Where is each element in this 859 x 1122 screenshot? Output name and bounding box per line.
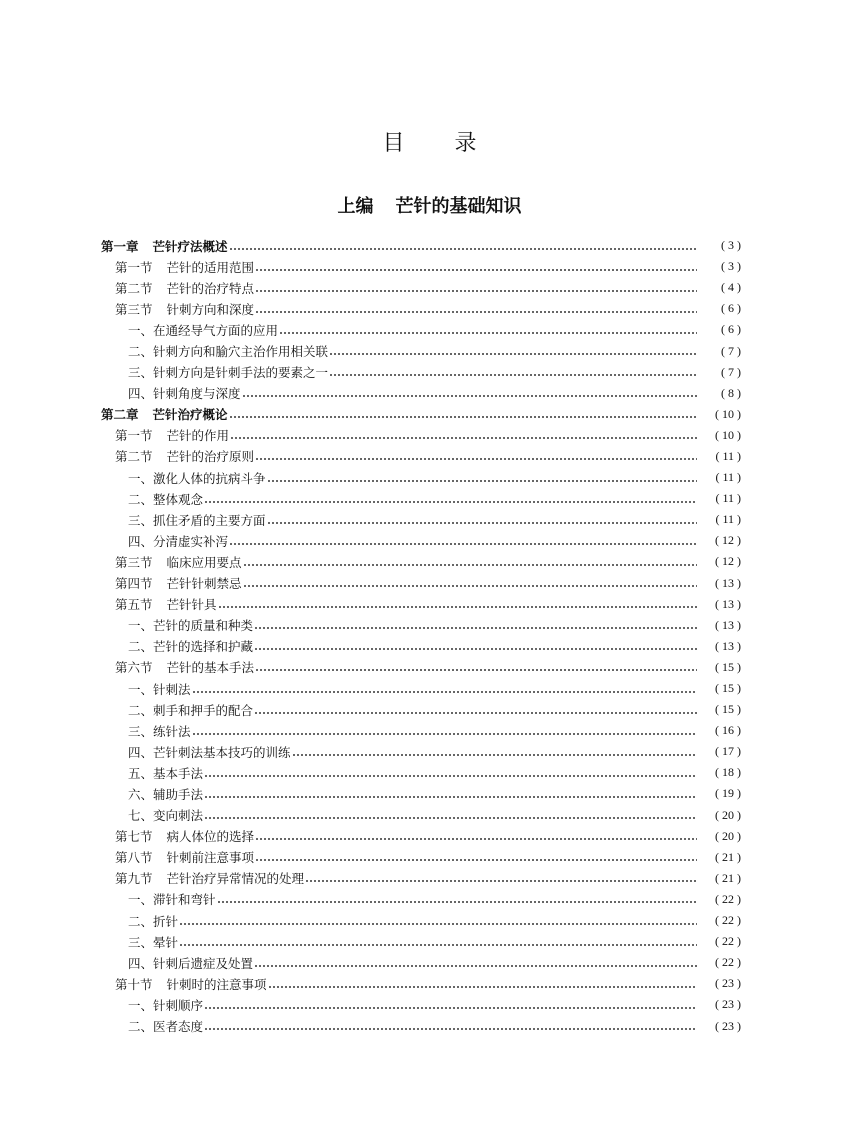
entry-title: 芒针的治疗特点 bbox=[166, 280, 255, 296]
part-number: 上编 bbox=[337, 196, 374, 217]
toc-subsection-entry[interactable] bbox=[101, 467, 741, 488]
entry-number: 三、 bbox=[128, 934, 154, 950]
dot-leader bbox=[254, 640, 697, 652]
entry-label bbox=[128, 532, 228, 550]
entry-label bbox=[128, 933, 178, 951]
toc-subsection-entry[interactable] bbox=[101, 762, 741, 783]
dot-leader bbox=[305, 872, 697, 884]
part-name: 芒针的基础知识 bbox=[395, 196, 522, 217]
page-number: ( 15 ) bbox=[715, 659, 741, 674]
toc-subsection-entry[interactable] bbox=[101, 699, 741, 720]
page-number: ( 16 ) bbox=[715, 723, 741, 738]
entry-number: 二、 bbox=[128, 702, 154, 718]
toc-subsection-entry[interactable] bbox=[101, 530, 741, 551]
page-number: ( 18 ) bbox=[715, 765, 741, 780]
entry-label bbox=[115, 553, 242, 571]
entry-title: 针刺方向是针刺手法的要素之一 bbox=[153, 365, 329, 381]
toc-subsection-entry[interactable] bbox=[101, 615, 741, 636]
toc-chapter-entry[interactable] bbox=[101, 404, 741, 425]
entry-label bbox=[128, 342, 328, 360]
entry-number: 第六节 bbox=[115, 660, 153, 676]
entry-number: 一、 bbox=[128, 681, 154, 697]
page-title: 目录 bbox=[382, 131, 527, 156]
toc-subsection-entry[interactable] bbox=[101, 783, 741, 804]
toc-section-entry[interactable] bbox=[101, 298, 741, 319]
toc-section-entry[interactable] bbox=[101, 868, 741, 889]
entry-number: 第十节 bbox=[115, 976, 153, 992]
page-number: ( 15 ) bbox=[715, 681, 741, 696]
page-number: ( 22 ) bbox=[715, 891, 741, 906]
dot-leader bbox=[329, 366, 697, 378]
toc-subsection-entry[interactable] bbox=[101, 1015, 741, 1036]
dot-leader bbox=[255, 282, 697, 294]
dot-leader bbox=[255, 303, 697, 315]
dot-leader bbox=[204, 1020, 697, 1032]
toc-section-entry[interactable] bbox=[101, 973, 741, 994]
entry-title: 芒针的质量和种类 bbox=[153, 618, 254, 634]
toc-subsection-entry[interactable] bbox=[101, 636, 741, 657]
entry-title: 芒针针刺禁忌 bbox=[166, 576, 242, 592]
entry-title: 针刺方向和深度 bbox=[166, 301, 255, 317]
table-of-contents bbox=[101, 235, 741, 1037]
page-number: ( 3 ) bbox=[721, 238, 741, 253]
page-number: ( 20 ) bbox=[715, 807, 741, 822]
page-number: ( 13 ) bbox=[715, 596, 741, 611]
entry-label bbox=[128, 363, 328, 381]
entry-label bbox=[115, 827, 254, 845]
entry-label bbox=[115, 574, 242, 592]
dot-leader bbox=[329, 345, 697, 357]
entry-title: 针刺角度与深度 bbox=[153, 386, 241, 402]
page-number: ( 7 ) bbox=[721, 364, 741, 379]
toc-section-entry[interactable] bbox=[101, 446, 741, 467]
toc-section-entry[interactable] bbox=[101, 277, 741, 298]
entry-label bbox=[128, 469, 266, 487]
entry-number: 四、 bbox=[128, 955, 154, 971]
page-number: ( 19 ) bbox=[715, 786, 741, 801]
page-number: ( 22 ) bbox=[715, 955, 741, 970]
toc-subsection-entry[interactable] bbox=[101, 994, 741, 1015]
entry-number: 第一节 bbox=[115, 259, 153, 275]
entry-title: 滞针和弯针 bbox=[153, 892, 216, 908]
dot-leader bbox=[255, 851, 697, 863]
dot-leader bbox=[192, 725, 697, 737]
entry-number: 五、 bbox=[128, 765, 154, 781]
page-number: ( 13 ) bbox=[715, 617, 741, 632]
dot-leader bbox=[204, 493, 697, 505]
entry-title: 芒针的基本手法 bbox=[166, 660, 255, 676]
dot-leader bbox=[255, 261, 697, 273]
entry-number: 一、 bbox=[128, 997, 154, 1013]
entry-number: 第八节 bbox=[115, 850, 153, 866]
entry-number: 一、 bbox=[128, 470, 154, 486]
entry-number: 第三节 bbox=[115, 554, 153, 570]
entry-title: 芒针的选择和护藏 bbox=[153, 639, 254, 655]
entry-title: 分清虚实补泻 bbox=[153, 533, 229, 549]
toc-subsection-entry[interactable] bbox=[101, 509, 741, 530]
toc-subsection-entry[interactable] bbox=[101, 340, 741, 361]
toc-subsection-entry[interactable] bbox=[101, 678, 741, 699]
entry-label bbox=[115, 300, 254, 318]
entry-label bbox=[128, 616, 253, 634]
dot-leader bbox=[179, 936, 697, 948]
page-number: ( 7 ) bbox=[721, 343, 741, 358]
toc-section-entry[interactable] bbox=[101, 425, 741, 446]
entry-label bbox=[128, 764, 203, 782]
entry-label bbox=[115, 595, 217, 613]
dot-leader bbox=[230, 429, 697, 441]
entry-label bbox=[115, 975, 267, 993]
entry-number: 六、 bbox=[128, 786, 154, 802]
part-title bbox=[0, 192, 859, 218]
page-number: ( 11 ) bbox=[715, 491, 741, 506]
page-number: ( 8 ) bbox=[721, 385, 741, 400]
page-number: ( 6 ) bbox=[721, 301, 741, 316]
entry-number: 二、 bbox=[128, 1019, 154, 1035]
entry-number: 一、 bbox=[128, 892, 154, 908]
dot-leader bbox=[267, 472, 697, 484]
entry-label bbox=[115, 869, 304, 887]
dot-leader bbox=[254, 619, 697, 631]
toc-subsection-entry[interactable] bbox=[101, 910, 741, 931]
toc-subsection-entry[interactable] bbox=[101, 319, 741, 340]
entry-title: 辅助手法 bbox=[153, 786, 204, 802]
entry-label bbox=[128, 680, 191, 698]
entry-title: 整体观念 bbox=[153, 491, 204, 507]
entry-label bbox=[128, 321, 278, 339]
dot-leader bbox=[243, 556, 697, 568]
entry-title: 针刺顺序 bbox=[153, 997, 204, 1013]
page-number: ( 15 ) bbox=[715, 702, 741, 717]
toc-subsection-entry[interactable] bbox=[101, 931, 741, 952]
toc-subsection-entry[interactable] bbox=[101, 383, 741, 404]
entry-label bbox=[128, 1017, 203, 1035]
entry-title: 医者态度 bbox=[153, 1019, 204, 1035]
entry-number: 二、 bbox=[128, 913, 154, 929]
page-number: ( 3 ) bbox=[721, 259, 741, 274]
dot-leader bbox=[255, 661, 697, 673]
entry-title: 芒针刺法基本技巧的训练 bbox=[153, 744, 291, 760]
entry-number: 第二章 bbox=[101, 407, 139, 423]
page-number: ( 23 ) bbox=[715, 976, 741, 991]
toc-subsection-entry[interactable] bbox=[101, 741, 741, 762]
entry-title: 激化人体的抗病斗争 bbox=[153, 470, 266, 486]
entry-number: 二、 bbox=[128, 639, 154, 655]
dot-leader bbox=[242, 387, 697, 399]
entry-number: 三、 bbox=[128, 365, 154, 381]
entry-number: 第二节 bbox=[115, 449, 153, 465]
dot-leader bbox=[229, 535, 697, 547]
page-number: ( 21 ) bbox=[715, 870, 741, 885]
toc-chapter-entry[interactable] bbox=[101, 235, 741, 256]
page-number: ( 21 ) bbox=[715, 849, 741, 864]
entry-number: 第二节 bbox=[115, 280, 153, 296]
entry-number: 七、 bbox=[128, 808, 154, 824]
entry-number: 第四节 bbox=[115, 576, 153, 592]
page-number: ( 22 ) bbox=[715, 934, 741, 949]
toc-subsection-entry[interactable] bbox=[101, 362, 741, 383]
entry-number: 三、 bbox=[128, 512, 154, 528]
dot-leader bbox=[255, 830, 697, 842]
dot-leader bbox=[204, 809, 697, 821]
entry-label bbox=[128, 743, 291, 761]
entry-label bbox=[128, 954, 253, 972]
entry-label bbox=[128, 890, 216, 908]
toc-section-entry[interactable] bbox=[101, 847, 741, 868]
page-number: ( 23 ) bbox=[715, 1018, 741, 1033]
entry-title: 练针法 bbox=[153, 723, 191, 739]
entry-number: 一、 bbox=[128, 618, 154, 634]
dot-leader bbox=[243, 577, 697, 589]
entry-title: 芒针疗法概述 bbox=[152, 238, 228, 254]
toc-subsection-entry[interactable] bbox=[101, 952, 741, 973]
page-number: ( 13 ) bbox=[715, 575, 741, 590]
entry-number: 四、 bbox=[128, 386, 154, 402]
entry-title: 芒针针具 bbox=[166, 597, 217, 613]
entry-number: 第三节 bbox=[115, 301, 153, 317]
page-number: ( 13 ) bbox=[715, 638, 741, 653]
page-number: ( 17 ) bbox=[715, 744, 741, 759]
dot-leader bbox=[179, 915, 697, 927]
page-number: ( 23 ) bbox=[715, 997, 741, 1012]
entry-label bbox=[128, 785, 203, 803]
entry-title: 芒针的治疗原则 bbox=[166, 449, 255, 465]
dot-leader bbox=[204, 788, 697, 800]
toc-subsection-entry[interactable] bbox=[101, 488, 741, 509]
entry-label bbox=[128, 637, 253, 655]
toc-section-entry[interactable] bbox=[101, 594, 741, 615]
page-number: ( 6 ) bbox=[721, 322, 741, 337]
entry-label bbox=[115, 279, 254, 297]
toc-section-entry[interactable] bbox=[101, 826, 741, 847]
entry-title: 针刺时的注意事项 bbox=[166, 976, 267, 992]
entry-title: 针刺前注意事项 bbox=[166, 850, 255, 866]
entry-title: 在通经导气方面的应用 bbox=[153, 322, 279, 338]
entry-title: 芒针的作用 bbox=[166, 428, 230, 444]
dot-leader bbox=[204, 999, 697, 1011]
entry-label bbox=[101, 405, 228, 423]
page-number: ( 12 ) bbox=[715, 554, 741, 569]
page-number: ( 10 ) bbox=[715, 427, 741, 442]
entry-title: 病人体位的选择 bbox=[166, 829, 255, 845]
page-number: ( 20 ) bbox=[715, 828, 741, 843]
entry-label bbox=[128, 490, 203, 508]
toc-subsection-entry[interactable] bbox=[101, 889, 741, 910]
entry-number: 第一章 bbox=[101, 238, 139, 254]
entry-label bbox=[115, 848, 254, 866]
entry-title: 芒针的适用范围 bbox=[166, 259, 255, 275]
entry-title: 抓住矛盾的主要方面 bbox=[153, 512, 266, 528]
dot-leader bbox=[204, 767, 697, 779]
entry-number: 第一节 bbox=[115, 428, 153, 444]
page-number: ( 12 ) bbox=[715, 533, 741, 548]
dot-leader bbox=[218, 598, 697, 610]
toc-section-entry[interactable] bbox=[101, 657, 741, 678]
entry-label bbox=[128, 701, 253, 719]
dot-leader bbox=[254, 704, 697, 716]
entry-title: 临床应用要点 bbox=[166, 554, 242, 570]
entry-number: 二、 bbox=[128, 344, 154, 360]
entry-title: 芒针治疗异常情况的处理 bbox=[166, 871, 305, 887]
entry-number: 一、 bbox=[128, 322, 154, 338]
dot-leader bbox=[268, 978, 697, 990]
toc-subsection-entry[interactable] bbox=[101, 720, 741, 741]
page-number: ( 11 ) bbox=[715, 448, 741, 463]
dot-leader bbox=[267, 514, 697, 526]
entry-title: 刺手和押手的配合 bbox=[153, 702, 254, 718]
entry-title: 芒针治疗概论 bbox=[152, 407, 228, 423]
page-number: ( 11 ) bbox=[715, 512, 741, 527]
entry-title: 基本手法 bbox=[153, 765, 204, 781]
entry-label bbox=[115, 426, 229, 444]
dot-leader bbox=[229, 408, 697, 420]
entry-label bbox=[115, 658, 254, 676]
toc-section-entry[interactable] bbox=[101, 551, 741, 572]
entry-label bbox=[128, 996, 203, 1014]
entry-title: 折针 bbox=[153, 913, 179, 929]
entry-number: 第七节 bbox=[115, 829, 153, 845]
entry-label bbox=[128, 912, 178, 930]
entry-title: 晕针 bbox=[153, 934, 179, 950]
entry-number: 四、 bbox=[128, 744, 154, 760]
entry-label bbox=[128, 722, 191, 740]
dot-leader bbox=[254, 957, 697, 969]
dot-leader bbox=[217, 893, 697, 905]
entry-title: 针刺后遗症及处置 bbox=[153, 955, 254, 971]
entry-label bbox=[128, 511, 266, 529]
entry-label bbox=[101, 237, 228, 255]
page-number: ( 11 ) bbox=[715, 470, 741, 485]
dot-leader bbox=[292, 746, 697, 758]
entry-title: 针刺方向和腧穴主治作用相关联 bbox=[153, 344, 329, 360]
entry-number: 三、 bbox=[128, 723, 154, 739]
toc-section-entry[interactable] bbox=[101, 573, 741, 594]
entry-label bbox=[115, 258, 254, 276]
entry-title: 针刺法 bbox=[153, 681, 191, 697]
page-number: ( 4 ) bbox=[721, 280, 741, 295]
toc-subsection-entry[interactable] bbox=[101, 805, 741, 826]
entry-number: 第五节 bbox=[115, 597, 153, 613]
entry-label bbox=[128, 806, 203, 824]
dot-leader bbox=[229, 240, 697, 252]
dot-leader bbox=[255, 450, 697, 462]
entry-number: 第九节 bbox=[115, 871, 153, 887]
entry-title: 变向刺法 bbox=[153, 808, 204, 824]
entry-label bbox=[128, 384, 241, 402]
dot-leader bbox=[192, 683, 697, 695]
toc-section-entry[interactable] bbox=[101, 256, 741, 277]
page-number: ( 10 ) bbox=[715, 406, 741, 421]
dot-leader bbox=[279, 324, 697, 336]
entry-label bbox=[115, 447, 254, 465]
entry-number: 四、 bbox=[128, 533, 154, 549]
page-number: ( 22 ) bbox=[715, 913, 741, 928]
entry-number: 二、 bbox=[128, 491, 154, 507]
